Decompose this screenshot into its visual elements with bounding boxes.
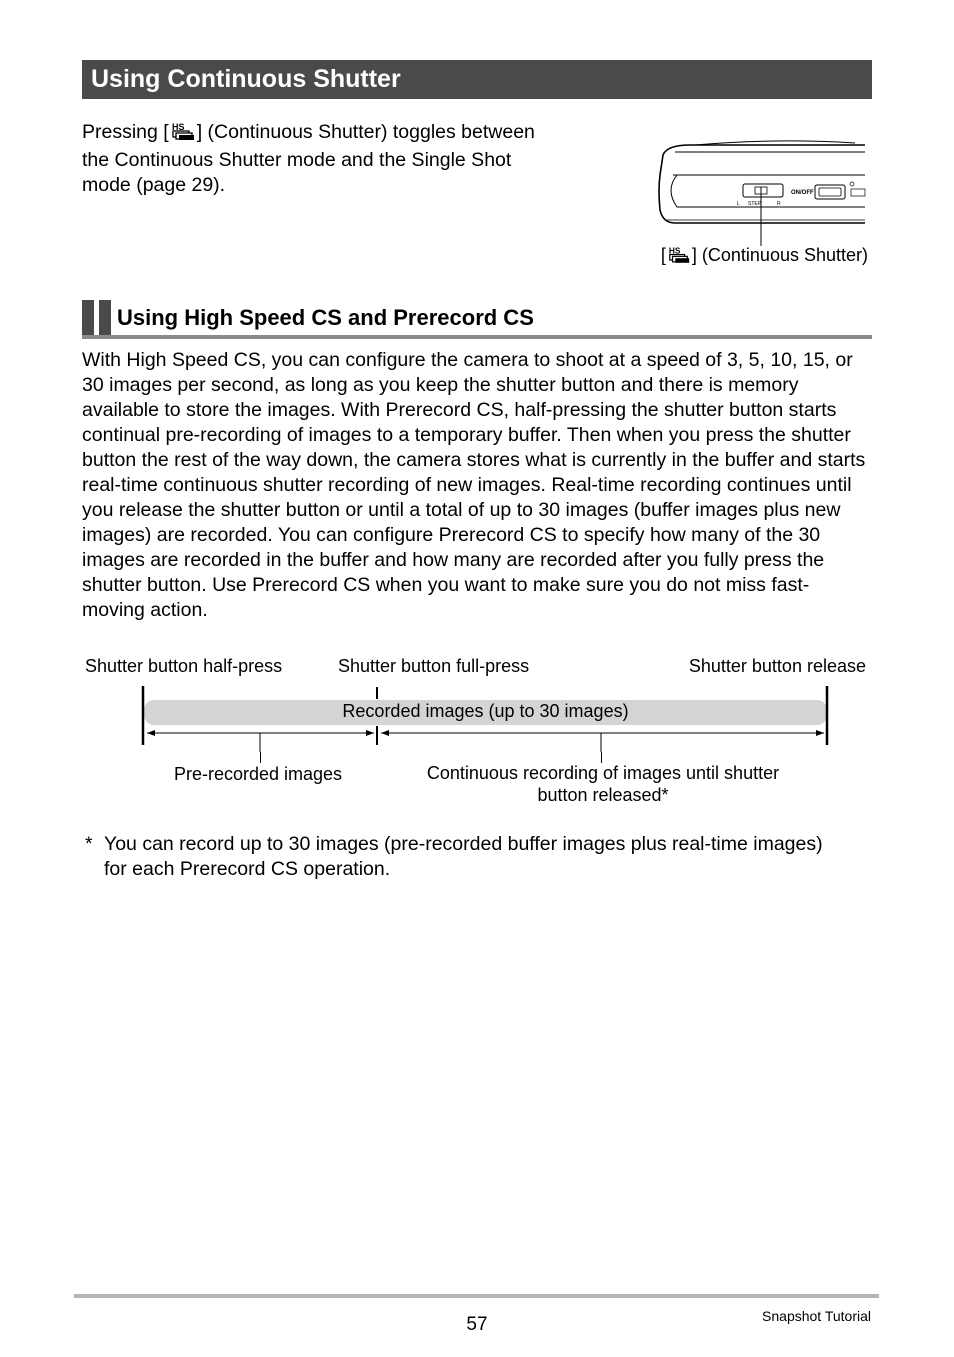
footnote-asterisk: * (85, 833, 93, 855)
prerecord-leader-line (260, 752, 261, 763)
label-continuous-recording-line2: button released* (537, 785, 669, 805)
callout-label-text: ] (Continuous Shutter) (691, 245, 868, 265)
camera-slider-step: STEP (748, 201, 762, 207)
label-half-press: Shutter button half-press (85, 656, 283, 676)
section-title-continuous-shutter: Using Continuous Shutter (91, 65, 401, 93)
svg-text:HS: HS (171, 122, 185, 132)
camera-top-illustration (655, 135, 870, 247)
footer-section-name: Snapshot Tutorial (762, 1308, 871, 1324)
page-number: 57 (466, 1314, 488, 1335)
paragraph-text-start: Pressing [ (82, 121, 169, 143)
recorded-images-bar-label: Recorded images (up to 30 images) (342, 701, 629, 721)
section-title-high-speed-cs: Using High Speed CS and Prerecord CS (117, 305, 534, 330)
camera-onoff-text: ON/OFF (791, 190, 814, 196)
heading-underline (82, 335, 872, 339)
label-release: Shutter button release (688, 656, 866, 676)
paragraph-text-end: ] (Continuous Shutter) toggles between the Continuous Shutter mode and the Single Shot mode (page 29). (82, 121, 535, 196)
camera-slider-r: R (777, 201, 781, 207)
label-full-press: Shutter button full-press (338, 656, 530, 676)
camera-slider-l: L (737, 201, 740, 207)
label-continuous-recording-line1: Continuous recording of images until shutter (426, 763, 780, 783)
heading-marker-block (82, 300, 94, 338)
label-prerecorded-images: Pre-recorded images (173, 764, 343, 784)
hs-continuous-shutter-icon (170, 121, 196, 148)
footer-rule (74, 1294, 879, 1298)
footnote-text: You can record up to 30 images (pre-recorded buffer images plus real-time images) for each Prerecord CS operation. (104, 833, 823, 880)
heading-marker-block (99, 300, 111, 338)
continuous-shutter-callout-label (620, 243, 868, 270)
svg-text:HS: HS (668, 245, 681, 256)
high-speed-cs-paragraph: With High Speed CS, you can configure the camera to shoot at a speed of 3, 5, 10, 15, or 30 images per second, as long as you keep the shutter button and there is memory available to store the images. With Prerecord CS, half-pressing the shutter button starts continual pre-recording of images to a temporary buffer. Then when you press the shutter button the rest of the way down, the camera stores what is currently in the buffer and starts real-time continuous shutter recording of new images. Real-time recording continues until you release the shutter button or until a total of up to 30 images (buffer images plus new images) are recorded. You can configure Prerecord CS to specify how many of the 30 images are recorded in the buffer and how many are recorded after you fully press the shutter button. Use Prerecord CS when you want to make sure you do not miss fast-moving action. (82, 349, 866, 621)
continuous-shutter-paragraph (82, 120, 542, 198)
hs-continuous-shutter-icon-small (667, 245, 691, 270)
callout-bracket-open: [ (660, 245, 666, 265)
